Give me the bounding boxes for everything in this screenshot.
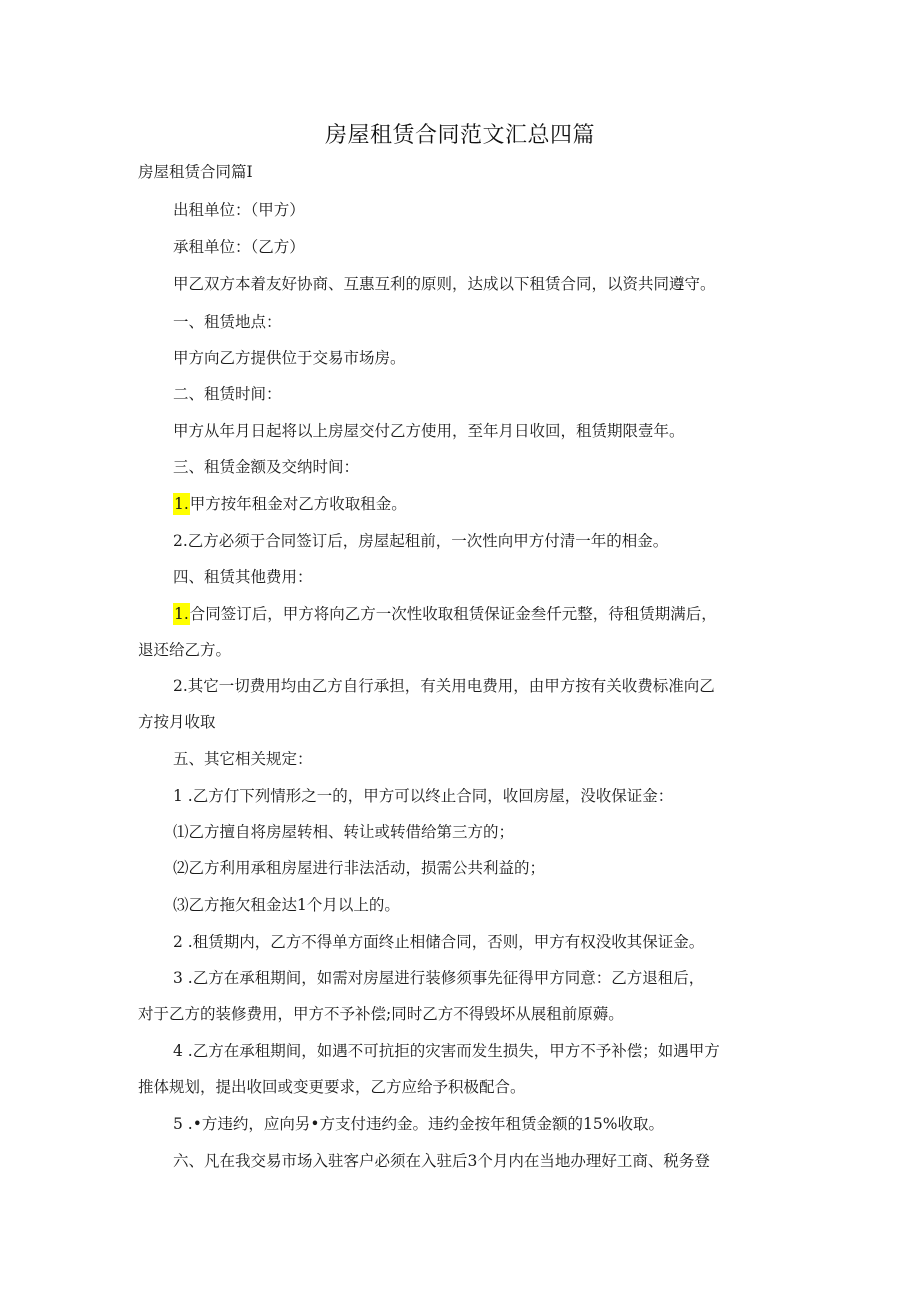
line-text: 四、租赁其他费用：	[173, 568, 313, 586]
line-text: 五、其它相关规定：	[173, 750, 313, 768]
line-text: 5 .•方违约，应向另•方支付违约金。违约金按年租赁金额的15%收取。	[173, 1115, 664, 1133]
document-line	[138, 712, 216, 732]
document-line	[173, 531, 668, 551]
highlighted-list-number: 1.	[174, 495, 189, 513]
document-line	[173, 567, 313, 587]
document-line	[173, 895, 400, 915]
line-text: 推体规划，提出收回或变更要求，乙方应给予积极配合。	[138, 1078, 526, 1096]
line-text: 三、租赁金额及交纳时间：	[173, 458, 360, 476]
line-text: ⑶乙方拖欠租金达1个月以上的。	[173, 896, 400, 914]
line-text: 4 .乙方在承租期间，如遇不可抗拒的灾害而发生损失，甲方不予补偿；如遇甲方	[173, 1042, 720, 1060]
document-line	[173, 457, 359, 477]
line-text: 二、租赁时间：	[173, 385, 282, 403]
document-line	[138, 640, 231, 660]
line-text: ⑴乙方擅自将房屋转相、转让或转借给第三方的；	[173, 823, 515, 841]
line-text: 2.乙方必须于合同签订后，房屋起租前，一次性向甲方付清一年的相金。	[173, 532, 669, 550]
line-text: 退还给乙方。	[138, 641, 232, 659]
line-text: 2 .租赁期内，乙方不得单方面终止相储合同，否则，甲方有权没收其保证金。	[173, 933, 705, 951]
document-line	[173, 348, 406, 368]
line-text: 甲方按年租金对乙方收取租金。	[189, 495, 407, 513]
document-line	[173, 604, 717, 624]
document-line	[173, 932, 704, 952]
document-line	[173, 384, 282, 404]
line-text: 六、凡在我交易市场入驻客户必须在入驻后3个月内在当地办理好工商、税务登	[173, 1152, 710, 1170]
line-text: 2.其它一切费用均由乙方自行承担，有关用电费用，由甲方按有关收费标准向乙	[173, 677, 715, 695]
document-line	[173, 312, 282, 332]
line-text: ⑵乙方利用承租房屋进行非法活动，损需公共利益的；	[173, 859, 546, 877]
document-line	[173, 1114, 664, 1134]
document-line	[173, 822, 514, 842]
document-line	[173, 1151, 710, 1171]
document-line	[173, 968, 704, 988]
line-text: 方按月收取	[138, 713, 216, 731]
document-line	[173, 749, 313, 769]
document-line	[138, 1004, 624, 1024]
document-title: 房屋租赁合同范文汇总四篇	[324, 123, 595, 148]
document-line	[138, 1077, 526, 1097]
document-line	[173, 274, 716, 294]
highlighted-list-number: 1.	[174, 605, 189, 623]
line-text: 3 .乙方在承租期间，如需对房屋进行装修须事先征得甲方同意：乙方退租后，	[173, 969, 705, 987]
document-line	[173, 494, 407, 514]
line-text: 甲乙双方本着友好协商、互惠互利的原则，达成以下租赁合同，以资共同遵守。	[173, 275, 716, 293]
document-line	[173, 237, 305, 257]
document-line	[173, 421, 685, 441]
line-text: 甲方向乙方提供位于交易市场房。	[173, 349, 406, 367]
document-line	[173, 676, 715, 696]
line-text: 承租单位：（乙方）	[173, 238, 305, 256]
line-text: 合同签订后，甲方将向乙方一次性收取租赁保证金叁仟元整，待租赁期满后，	[189, 605, 717, 623]
line-text: 甲方从年月日起将以上房屋交付乙方使用，至年月日收回，租赁期限壹年。	[173, 422, 685, 440]
line-text: 出租单位：（甲方）	[173, 201, 305, 219]
line-text: 1 .乙方仃下列情形之一的，甲方可以终止合同，收回房屋，没收保证金：	[173, 787, 674, 805]
line-text: 一、租赁地点：	[173, 313, 282, 331]
document-line	[173, 200, 305, 220]
line-text: 房屋租赁合同篇I	[138, 163, 253, 181]
document-line	[173, 1041, 720, 1061]
line-text: 对于乙方的装修费用，甲方不予补偿;同时乙方不得毁坏从展租前原薅。	[138, 1005, 624, 1023]
document-line	[138, 162, 253, 182]
document-line	[173, 858, 545, 878]
document-line	[173, 786, 673, 806]
